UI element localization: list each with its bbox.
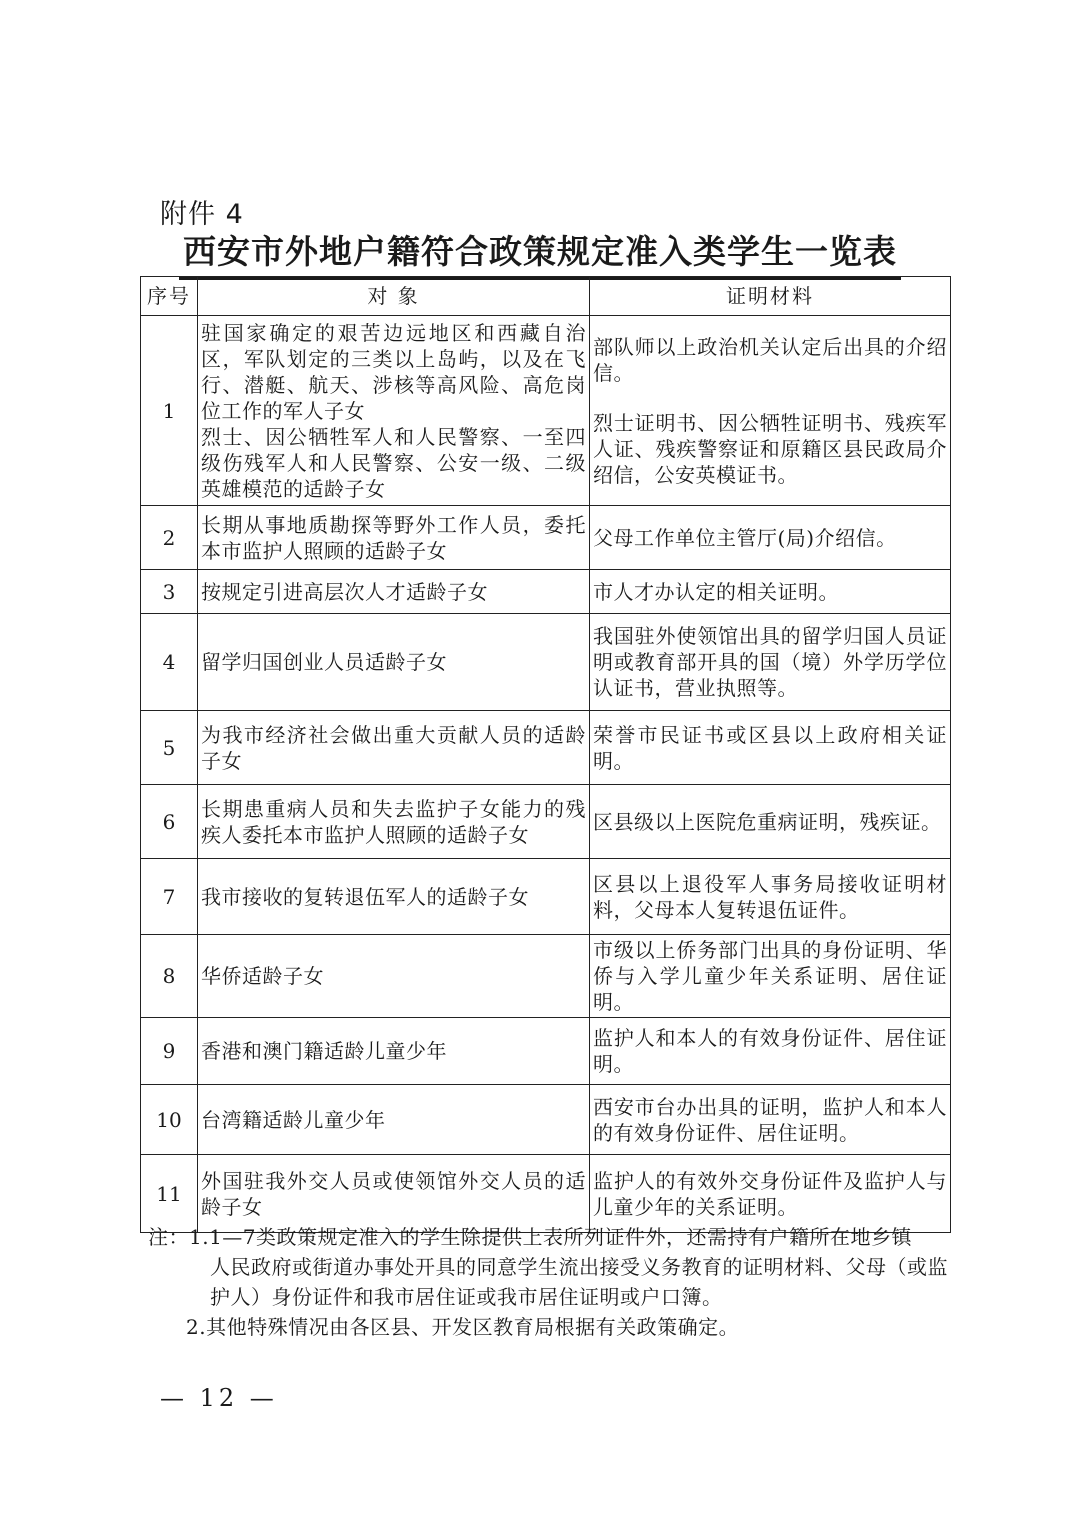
row-index: 9 bbox=[141, 1018, 198, 1085]
admission-table bbox=[140, 276, 951, 1233]
spacer bbox=[593, 386, 947, 398]
row-docs: 监护人和本人的有效身份证件、居住证明。 bbox=[590, 1018, 951, 1085]
row-target: 为我市经济社会做出重大贡献人员的适龄子女 bbox=[198, 711, 590, 785]
row-target: 按规定引进高层次人才适龄子女 bbox=[198, 570, 590, 614]
row-index: 2 bbox=[141, 506, 198, 570]
row-docs: 监护人的有效外交身份证件及监护人与儿童少年的关系证明。 bbox=[590, 1155, 951, 1233]
row-docs-part: 部队师以上政治机关认定后出具的介绍信。 bbox=[593, 334, 947, 385]
table-row bbox=[141, 570, 951, 614]
row-index: 7 bbox=[141, 859, 198, 935]
row-index: 10 bbox=[141, 1085, 198, 1155]
notes-prefix: 注： bbox=[148, 1225, 189, 1249]
note-1-text: 1.1—7类政策规定准入的学生除提供上表所列证件外，还需持有户籍所在地乡镇 bbox=[189, 1225, 913, 1249]
table-row bbox=[141, 316, 951, 506]
table-row bbox=[141, 935, 951, 1018]
header-docs: 证明材料 bbox=[590, 277, 951, 316]
table-row bbox=[141, 1085, 951, 1155]
row-target: 留学归国创业人员适龄子女 bbox=[198, 614, 590, 711]
row-docs: 区县级以上医院危重病证明，残疾证。 bbox=[590, 785, 951, 859]
row-index: 8 bbox=[141, 935, 198, 1018]
header-index: 序号 bbox=[141, 277, 198, 316]
row-index: 6 bbox=[141, 785, 198, 859]
row-docs: 市人才办认定的相关证明。 bbox=[590, 570, 951, 614]
row-target: 华侨适龄子女 bbox=[198, 935, 590, 1018]
table-header-row bbox=[141, 277, 951, 316]
table-row bbox=[141, 1155, 951, 1233]
note-2: 2.其他特殊情况由各区县、开发区教育局根据有关政策确定。 bbox=[186, 1315, 740, 1339]
row-target: 长期患重病人员和失去监护子女能力的残疾人委托本市监护人照顾的适龄子女 bbox=[198, 785, 590, 859]
row-docs: 父母工作单位主管厅(局)介绍信。 bbox=[590, 506, 951, 570]
document-title bbox=[0, 226, 1080, 280]
row-target bbox=[198, 316, 590, 506]
attachment-label: 附件 4 bbox=[160, 199, 244, 230]
row-target-part: 驻国家确定的艰苦边远地区和西藏自治区，军队划定的三类以上岛屿，以及在飞行、潜艇、航天、涉核等高风险、高危岗位工作的军人子女 bbox=[201, 320, 586, 423]
row-docs: 我国驻外使领馆出具的留学归国人员证明或教育部开具的国（境）外学历学位认证书，营业执照等。 bbox=[590, 614, 951, 711]
spacer bbox=[593, 398, 947, 410]
note-1-first-line bbox=[148, 1222, 948, 1252]
row-target: 我市接收的复转退伍军人的适龄子女 bbox=[198, 859, 590, 935]
table-row bbox=[141, 614, 951, 711]
table-row bbox=[141, 1018, 951, 1085]
header-target: 对 象 bbox=[198, 277, 590, 316]
row-target-part: 烈士、因公牺牲军人和人民警察、一至四级伤残军人和人民警察、公安一级、二级英雄模范的适龄子女 bbox=[201, 424, 586, 501]
row-target: 外国驻我外交人员或使领馆外交人员的适龄子女 bbox=[198, 1155, 590, 1233]
row-docs: 区县以上退役军人事务局接收证明材料，父母本人复转退伍证件。 bbox=[590, 859, 951, 935]
table-row bbox=[141, 506, 951, 570]
row-docs bbox=[590, 316, 951, 506]
row-index: 11 bbox=[141, 1155, 198, 1233]
row-index: 4 bbox=[141, 614, 198, 711]
table-row bbox=[141, 785, 951, 859]
row-docs: 荣誉市民证书或区县以上政府相关证明。 bbox=[590, 711, 951, 785]
page-number: — 12 — bbox=[160, 1384, 278, 1412]
row-target: 香港和澳门籍适龄儿童少年 bbox=[198, 1018, 590, 1085]
row-docs-part: 烈士证明书、因公牺牲证明书、残疾军人证、残疾警察证和原籍区县民政局介绍信，公安英模证书。 bbox=[593, 410, 947, 487]
row-docs: 西安市台办出具的证明，监护人和本人的有效身份证件、居住证明。 bbox=[590, 1085, 951, 1155]
note-1-continuation: 人民政府或街道办事处开具的同意学生流出接受义务教育的证明材料、父母（或监护人）身份证件和我市居住证或我市居住证明或户口簿。 bbox=[210, 1255, 948, 1309]
document-title-text: 西安市外地户籍符合政策规定准入类学生一览表 bbox=[179, 226, 901, 280]
row-index: 3 bbox=[141, 570, 198, 614]
row-target: 长期从事地质勘探等野外工作人员，委托本市监护人照顾的适龄子女 bbox=[198, 506, 590, 570]
table-row bbox=[141, 859, 951, 935]
row-index: 1 bbox=[141, 316, 198, 506]
notes bbox=[148, 1222, 948, 1342]
table-row bbox=[141, 711, 951, 785]
row-target: 台湾籍适龄儿童少年 bbox=[198, 1085, 590, 1155]
row-index: 5 bbox=[141, 711, 198, 785]
row-docs: 市级以上侨务部门出具的身份证明、华侨与入学儿童少年关系证明、居住证明。 bbox=[590, 935, 951, 1018]
